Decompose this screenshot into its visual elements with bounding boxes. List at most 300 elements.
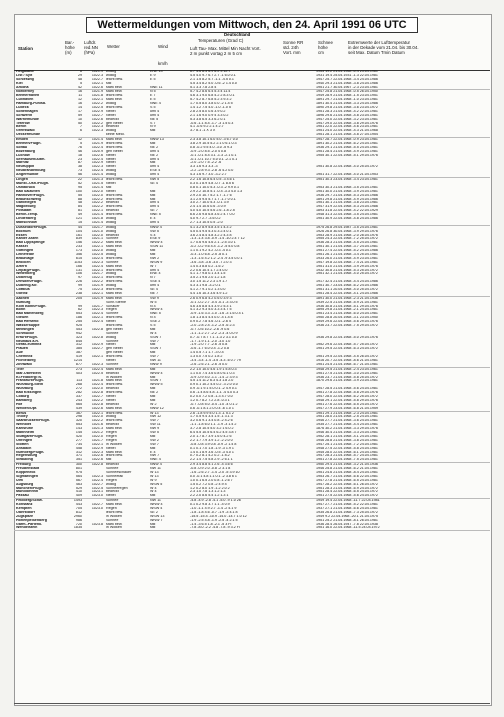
- wind-value: umI 4: [150, 220, 160, 224]
- wind-value: NW 5: [150, 178, 160, 182]
- elevation-value: 1493: [73, 499, 82, 503]
- extremes-value: 1953 30.3 21.04.1968 -3.5 24.04.1981: [316, 185, 378, 189]
- temperature-values: -2.0 -2.0 7.5 -2.2 -6: [190, 161, 222, 165]
- weather-text: Nebel: [106, 165, 116, 169]
- weather-text: leicht bew.: [106, 213, 123, 217]
- pressure-value: 1021.9: [91, 284, 103, 288]
- elevation-value: 156: [75, 241, 82, 245]
- extremes-value: 1926 26.8 30.04.1968 -3.9 29.04.1976: [316, 229, 378, 233]
- temperature-values: -3.4 -3.4 -1.4 -3.5 -4.3 -6 0.7 79: [190, 359, 241, 363]
- temperature-values: 2.2 1.0 10.0 4.6 1.9 1 5.8 0.3: [190, 367, 237, 371]
- temperature-values: 0.7 -0.7 8.7 7.1 -1.3 2 3.1 0.0: [190, 335, 237, 339]
- pressure-value: 1021.3: [91, 178, 103, 182]
- pressure-value: 1022.5: [91, 371, 103, 375]
- temperature-values: -0.1 -0.1 8.4 3.1 -1.3 -2.1 0.1: [190, 153, 237, 157]
- temperature-values: 3.5 2.1 9.6 2.0 1.2 1.8: [190, 276, 226, 280]
- wind-value: E 5: [150, 98, 156, 102]
- extremes-value: 1936 23.7 21.04.1968 -5.8 25.04.1972: [316, 375, 378, 379]
- weather-text: Schnee: [106, 467, 119, 471]
- temperature-values: 2.3 3.8 10.1 6.0 5.0 -3 6.7 0.0: [190, 138, 238, 142]
- weather-text: wolkig: [106, 284, 117, 288]
- elevation-value: 839: [75, 237, 82, 241]
- temperature-values: 2.6 -1.8 9.9 5.0 1.3 -1 5.1 2: [190, 411, 234, 415]
- extremes-value: 1949 29.6 22.04.1968 -5.6 29.04.1976: [316, 320, 378, 324]
- weather-text: wolkig: [106, 129, 117, 133]
- elevation-value: 73: [77, 169, 82, 173]
- wind-value: SSW 11: [150, 245, 164, 249]
- temperature-values: 4.6 3.6 8.8 4.4 3.9 2 5.3 1: [190, 304, 232, 308]
- wind-value: umI 4: [150, 201, 160, 205]
- weather-text: wolkig: [106, 482, 117, 486]
- weather-text: Schnee: [106, 260, 119, 264]
- extremes-value: 1893 31.8 22.04.1968 -4.2 22.04.1929: [316, 209, 378, 213]
- extremes-value: 1946 30.4 21.04.1968 -3.3 24.04.1981: [316, 431, 378, 435]
- weather-text: leicht bew.: [106, 77, 123, 81]
- title-container: [0, 15, 504, 33]
- pressure-value: 1021.7: [91, 438, 103, 442]
- pressure-value: 1022.4: [91, 264, 103, 268]
- elevation-value: 812: [75, 510, 82, 514]
- pressure-value: 1021.4: [91, 213, 103, 217]
- table-row: [14, 173, 490, 177]
- temperature-values: -1.4 -3 6.5 1.8 -2.1 -5 3 Fl: [190, 522, 232, 526]
- station-name: Braunschweig: [16, 197, 41, 201]
- station-group: [14, 499, 490, 531]
- wind-value: SW 7: [150, 339, 159, 343]
- weather-text: bedeckt: [106, 423, 119, 427]
- wind-value: E 5: [150, 77, 156, 81]
- wind-value: WNW 4: [150, 371, 163, 375]
- extremes-value: 1951 24.6 21.04.1968 -8.4 24.04.1981: [316, 470, 378, 474]
- pressure-value: 1022.1: [91, 355, 103, 359]
- station-name: Neubrandenburg: [16, 169, 46, 173]
- elevation-value: 76: [77, 145, 82, 149]
- wind-value: still: [150, 142, 156, 146]
- wind-value: NE 5: [150, 117, 159, 121]
- weather-text: Schauer: [106, 304, 120, 308]
- wind-value: SW 7: [150, 419, 159, 423]
- station-name: Kassel: [16, 245, 28, 249]
- wind-value: W 13: [150, 411, 159, 415]
- weather-text: Regen: [106, 438, 117, 442]
- station-name: Aachen: [16, 296, 30, 300]
- station-name: Kahler Asten: [16, 237, 39, 241]
- temperature-values: 5.3 3.8 6.5 3.3 6.2 0.1: [190, 117, 226, 121]
- weather-text: leicht bew.: [106, 106, 123, 110]
- weather-text: Schnee: [106, 518, 119, 522]
- temperature-values: 1.7 0.5 9.4 3.4 1.5 -1 3.1 3: [190, 415, 233, 419]
- pressure-value: 1022.3: [91, 474, 103, 478]
- temperature-values: -0.7 -0.8 5.0 -0.4 -1.0 -4 0.1 2: [190, 402, 238, 406]
- wind-value: WSW 5: [150, 482, 163, 486]
- station-name: Nürburg: [16, 300, 31, 304]
- station-name: Würzburg: [16, 387, 33, 391]
- pressure-value: 1022.2: [91, 280, 103, 284]
- station-name: Kiel: [16, 81, 23, 85]
- extremes-value: 1951 28.0 21.04.1968 -2.5 24.04.1981: [316, 415, 378, 419]
- pressure-value: 1022.1: [91, 291, 103, 295]
- elevation-value: 56: [77, 173, 82, 177]
- extremes-value: 1948 29.1 22.04.1968 -5.8 29.04.1976: [316, 398, 378, 402]
- station-name: Weinbiet: [16, 423, 32, 427]
- elevation-value: 205: [75, 296, 82, 300]
- elevation-value: 12: [77, 138, 82, 142]
- pressure-value: 1022.0: [91, 189, 103, 193]
- temperature-values: 1.7 0.6 9.6 4.6 2.1 -2.5 3.0 1: [190, 241, 236, 245]
- weather-text: leicht bew.: [106, 510, 123, 514]
- station-name: Kempten: [16, 506, 32, 510]
- extremes-value: 1891 30.0 21.04.1968 -2.3 21.04.1936: [316, 296, 378, 300]
- station-name: Hamburg-Fuhlsb.: [16, 102, 47, 106]
- temperature-values: 0.8 -0.2 9.5 4.0 -3.0 -5 9.3: [190, 145, 233, 149]
- station-name: Lindenberg: [16, 216, 36, 220]
- temperature-values: 2.2 1.6 10.8 6.4 0.5 -3 4.6 1: [190, 178, 235, 182]
- weather-text: leicht bew.: [106, 454, 123, 458]
- weather-text: leicht bew.: [106, 142, 123, 146]
- elevation-value: 553: [75, 312, 82, 316]
- weather-text: Nebel: [106, 359, 116, 363]
- pressure-value: 1022.5: [91, 252, 103, 256]
- wind-value: still: [150, 375, 156, 379]
- pressure-value: 1022.3: [91, 308, 103, 312]
- station-name: Mannheim: [16, 431, 35, 435]
- elevation-value: 16: [77, 102, 82, 106]
- pressure-value: 1022.9: [91, 161, 103, 165]
- wind-value: W 2: [150, 402, 157, 406]
- pressure-value: 1020.9: [91, 149, 103, 153]
- weather-text: wolkig: [106, 249, 117, 253]
- station-name: Bad Hersfeld: [16, 320, 39, 324]
- extremes-value: 1951 27.5 22.04.1968 -5.6 24.04.1972: [316, 494, 378, 498]
- temperature-values: 0.6 -0.1 8.1 2.0 0.4 -6 1.0 1: [190, 406, 234, 410]
- station-group: [14, 70, 490, 90]
- extremes-value: 1950 28.8 20.04.1968 -3.1 23.04.1950: [316, 316, 378, 320]
- wind-value: SE 2: [150, 510, 158, 514]
- pressure-value: 1022.6: [91, 458, 103, 462]
- pressure-value: 1022.6: [91, 406, 103, 410]
- pressure-value: 1022.2: [91, 398, 103, 402]
- wind-value: umI 4: [150, 157, 160, 161]
- elevation-value: 62: [77, 308, 82, 312]
- weather-text: leicht bew.: [106, 411, 123, 415]
- weather-text: Nebel: [106, 398, 116, 402]
- elevation-value: 553: [75, 423, 82, 427]
- pressure-value: 1022.1: [91, 316, 103, 320]
- pressure-value: 1021.4: [91, 185, 103, 189]
- station-name: Garm.-Partenk.: [16, 522, 43, 526]
- temperature-values: 1.2 0.2 8.0 1.9 -1.2 2.0 2: [190, 486, 230, 490]
- temperature-values: 2.6 0.9 6.8 4.2 0.6 0 3.9 3: [190, 296, 232, 300]
- wind-value: still: [150, 343, 156, 347]
- weather-text: Nebel: [106, 181, 116, 185]
- extremes-value: 1951 27.5 21.04.1968 -3.0 24.04.1981: [316, 371, 378, 375]
- weather-text: wolkig: [106, 335, 117, 339]
- pressure-value: 1022.7: [91, 482, 103, 486]
- weather-text: wolkig: [106, 169, 117, 173]
- elevation-value: 419: [75, 355, 82, 359]
- wind-value: NW 2: [150, 256, 160, 260]
- wind-value: W 4: [150, 486, 157, 490]
- station-name: Essen: [16, 233, 27, 237]
- extremes-value: 1951 25.2 21.04.1968 -8.1 26.04.1981: [316, 518, 378, 522]
- weather-text: bedeckt: [106, 201, 119, 205]
- temperature-values: 1.1 0.1 9.2 4.2 -0.3 -4 0.1: [190, 249, 231, 253]
- extremes-value: 1951 16.0 22.04.1968 -11.5 24.04.1972: [316, 526, 380, 530]
- extremes-value: 1945 28.0 22.04.1968 -6.1 24.04.1981: [316, 450, 378, 454]
- station-name: Cuxhaven: [16, 98, 34, 102]
- pressure-value: 1022.2: [91, 201, 103, 205]
- pressure-value: 1022.4: [91, 478, 103, 482]
- elevation-value: 439: [75, 406, 82, 410]
- weather-text: bedeckt: [106, 371, 119, 375]
- temperature-values: 2.2 1.4 7.5 5.8 2.9 -2 6.1 1: [190, 458, 233, 462]
- temperature-values: -7.8 -8.0 -2.2 -4.8 -7.8 -9 3.2 Fl: [190, 526, 240, 530]
- station-group: [14, 297, 490, 368]
- pressure-value: 1022.7: [91, 395, 103, 399]
- temperature-values: 5.1 3.3 7.8 2.8 4: [190, 85, 217, 89]
- elevation-value: 48: [77, 201, 82, 205]
- bottom-rule: [14, 703, 490, 704]
- wind-value: NE 7: [150, 291, 159, 295]
- station-name: Dresden/Flugh.: [16, 280, 43, 284]
- temperature-values: 4.5 4.0 9.7 6.7 2.7 -1 6.0 0.1: [190, 73, 236, 77]
- weather-text: leicht bew.: [106, 193, 123, 197]
- weather-text: wolkig: [106, 220, 117, 224]
- weather-text: geh Nebel: [106, 121, 123, 125]
- temperature-values: 0.2 0.0 7.2 0.8 -1.3 4.7 0.0: [190, 395, 233, 399]
- station-group: [14, 138, 490, 178]
- station-name: Sigmaringen: [16, 474, 39, 478]
- extremes-value: 1935 26.8 21.04.1968 -7.3 25.04.1972: [316, 510, 378, 514]
- temperature-values: 3.6 2.4 8.4 4.8 3.2 2 4.3 8: [190, 233, 232, 237]
- pressure-value: 1022.8: [91, 463, 103, 467]
- temperature-values: 6.4 5.5 10.5 6.4 6.2 4.5 3.8 7: [190, 431, 237, 435]
- weather-text: Regen: [106, 478, 117, 482]
- weather-text: leicht bew.: [106, 419, 123, 423]
- pressure-value: 1022.7: [91, 77, 103, 81]
- station-name: Warnemünde: [16, 117, 39, 121]
- station-name: Kl.Feldberg/Ts.: [16, 375, 43, 379]
- weather-text: geh Nebel: [106, 149, 123, 153]
- extremes-value: 1951 30.8 22.04.1968 -4.0 25.04.1972: [316, 165, 378, 169]
- station-name: Lingen: [16, 178, 28, 182]
- wind-value: E 9: [150, 73, 156, 77]
- wind-value: umI 4: [150, 165, 160, 169]
- elevation-value: 463: [75, 482, 82, 486]
- extremes-value: 1931 19.4 25.04.1931 -1.3 22.04.1981: [316, 73, 378, 77]
- weather-text: Nebel: [106, 494, 116, 498]
- extremes-value: 1946 27.7 21.04.1968 -3.6 24.04.1981: [316, 419, 378, 423]
- temperature-values: 4.1 3.2 9.3 5.0 3.3 3 4.7 5: [190, 308, 232, 312]
- pressure-value: 1022.3: [91, 73, 103, 77]
- pressure-value: 1022.0: [91, 415, 103, 419]
- elevation-value: 272: [75, 387, 82, 391]
- pressure-value: 1022.2: [91, 121, 103, 125]
- elevation-value: 942: [75, 331, 82, 335]
- elevation-value: 49: [77, 213, 82, 217]
- weather-text: Nebel: [106, 153, 116, 157]
- temperature-values: 2.7 1.3 10.5 0.5 -2.0: [190, 220, 223, 224]
- station-name: Saarbrücken/Flugh.: [16, 419, 50, 423]
- weather-text: wolkig: [106, 73, 117, 77]
- pressure-value: 1022.6: [91, 454, 103, 458]
- temperature-values: 3.2 0.6 9.1 3.4 0.8 -2 4.2 6: [190, 419, 233, 423]
- wind-value: WNW 4: [150, 308, 163, 312]
- extremes-value: 1936 23.7 22.04.1968 -7.5 29.04.1972: [316, 324, 378, 327]
- wind-value: still: [150, 494, 156, 498]
- weather-text: stark bew.: [106, 503, 123, 507]
- elevation-value: 282: [75, 391, 82, 395]
- station-name: Dubenig.Kir.: [16, 284, 38, 288]
- temperature-values: 1.5 0.2 7.2 0.8 -2 4.9 4: [190, 482, 227, 486]
- station-name: Bonn: [16, 308, 26, 312]
- station-name: Klippeneck: [16, 470, 36, 474]
- extremes-value: 1947 28.7 22.04.1968 -0.9 23.04.1981: [316, 138, 378, 142]
- elevation-value: 106: [75, 272, 82, 276]
- temperature-values: -0.1 -0.2 2.7 -0.4 -0.1 -3 3.0 5: [190, 300, 238, 304]
- temperature-values: 4.6 3.1 9.0 6.8 4.2 2 8.3 0.1: [190, 94, 235, 98]
- weather-text: still: [106, 185, 112, 189]
- extremes-value: 1937 27.1 21.04.1968 -6.6 24.04.1981: [316, 506, 378, 510]
- elevation-value: 145: [75, 431, 82, 435]
- wind-value: NNE 4: [150, 458, 161, 462]
- elevation-value: 16: [77, 90, 82, 94]
- station-name: Leinefelde: [16, 252, 35, 256]
- weather-text: leicht bew.: [106, 383, 123, 387]
- temperature-values: 1.4 0.3 8.8 0.2 -1.6 2: [190, 264, 224, 268]
- temperature-values: 1.8 1.3 8.4 4.4 0.0 -4 1.4 8: [190, 316, 233, 320]
- temperature-values: 0.9 0.1 10.2 4.5 0.2 -3 2.0 0.0: [190, 383, 238, 387]
- weather-text: bedeckt: [106, 463, 119, 467]
- extremes-value: 1951 28.4 22.04.1968 -6.5 24.04.1972: [316, 490, 378, 494]
- table-row: [14, 86, 490, 90]
- wind-value: NNE 4: [150, 102, 161, 106]
- station-name: Bad Marienberg: [16, 312, 44, 316]
- weather-text: wolkig: [106, 415, 117, 419]
- wind-value: N 4: [150, 316, 156, 320]
- elevation-value: 166: [75, 264, 82, 268]
- weather-text: Schn.Sterne: [106, 300, 127, 304]
- extremes-value: 1951 27.8 22.04.1968 -5.8 29.04.1976: [316, 391, 378, 395]
- wind-value: S 7: [150, 121, 156, 125]
- extremes-value: 1876 30.2 21.04.1968 -3.3 29.04.1976: [316, 427, 378, 431]
- elevation-value: 312: [75, 343, 82, 347]
- temperature-values: -1.7 -1.9 1.1 -2.0 -3.0 1.0: [190, 339, 231, 343]
- pressure-value: 1022.4: [91, 383, 103, 387]
- extremes-value: 1946 25.8 21.04.1968 -6.2 21.04.1981: [316, 467, 378, 471]
- weather-text: wolkig: [106, 272, 117, 276]
- elevation-value: 23: [77, 157, 82, 161]
- station-name: Schleswig: [16, 77, 34, 81]
- wind-value: WNW 4: [150, 241, 163, 245]
- weather-text: stark bew.: [106, 427, 123, 431]
- pressure-value: 1022.1: [91, 276, 103, 280]
- extremes-value: 1949 19.4 22.04.1968 -11.7 22.04.1981: [316, 499, 380, 503]
- temperature-values: 2.9 3.4 8.8 5.1 2.6 -4 3.6 6: [190, 463, 233, 467]
- temperature-values: 3.3 1.6 9.3 3.3 -3: [190, 165, 218, 169]
- elevation-value: 44: [77, 225, 82, 229]
- temperature-values: -15.5 -15.4 -10.9 -14.0 -14.7 1.0 12: [190, 514, 247, 518]
- pressure-value: 1022.4: [91, 320, 103, 324]
- weather-text: leicht bew.: [106, 324, 123, 327]
- temperature-values: 0.9 -0.1 9.1 5.0 0.1 -2 4.9 0.1: [190, 387, 237, 391]
- weather-text: wolkig: [106, 225, 117, 229]
- wind-value: still: [150, 129, 156, 133]
- elevation-value: 371: [75, 454, 82, 458]
- station-name: Hannover/Flugh.: [16, 193, 45, 197]
- extremes-value: 1947 27.7 21.04.1968 -5.2 22.04.1981: [316, 503, 378, 507]
- elevation-value: 565: [75, 402, 82, 406]
- weather-text: bedeckt: [106, 402, 119, 406]
- wind-value: umI 4: [150, 109, 160, 113]
- temperature-values: -1.1 -1.8 6.0 1.1 -1.9 -3 1.4 2: [190, 423, 237, 427]
- weather-text: in Wolken: [106, 375, 122, 379]
- pressure-value: 1022.2: [91, 102, 103, 106]
- pressure-value: 1022.2: [91, 205, 103, 209]
- elevation-value: 143: [75, 427, 82, 431]
- elevation-value: 277: [75, 438, 82, 442]
- wind-value: S 5: [150, 324, 156, 327]
- temperature-values: -0.1 -0.1 10.7 5.0 0.1 -2.1 0.1: [190, 157, 238, 161]
- wind-value: W 9: [150, 478, 157, 482]
- station-name: Bremerhaven: [16, 94, 40, 98]
- wind-value: W 13: [150, 470, 159, 474]
- elevation-value: 387: [75, 351, 82, 355]
- extremes-value: 1947 25.1 21.04.1968 -7.2 24.04.1981: [316, 442, 378, 446]
- wind-value: SSW 7: [150, 335, 162, 339]
- station-name: Fichtelberg: [16, 359, 36, 363]
- extremes-value: 1951 28.4 22.04.1968 -4.1 24.04.1986: [316, 291, 378, 295]
- station-group: [14, 226, 490, 297]
- weather-text: leicht bew.: [106, 276, 123, 280]
- temperature-values: 4.5 1.4 11.2 6.3 4.3 1.8 2.0: [190, 379, 234, 383]
- station-name: Artern: [16, 264, 27, 268]
- extremes-header: Extremwerte der Lufttemperatur in der Dekade vom 21.04. bis 30.04. seit Max. Datum Tmin Datum: [348, 40, 419, 55]
- elevation-value: 734: [75, 442, 82, 446]
- station-name: Berlin: [16, 125, 27, 129]
- wind-value: umI 4: [150, 113, 160, 117]
- wind-value: NE 2: [150, 153, 159, 157]
- pressure-header: Luftdr. red.NN (hPa): [84, 40, 98, 55]
- station-name: Oberstdorf: [16, 510, 35, 514]
- elevation-value: 84: [77, 205, 82, 209]
- weather-text: leicht bew.: [106, 205, 123, 209]
- pressure-value: 1021.5: [91, 181, 103, 185]
- pressure-value: 1022.1: [91, 245, 103, 249]
- extremes-value: 1951 31.7 22.04.1968 -4.0 21.04.1953: [316, 173, 378, 177]
- temperature-values: -0.8 -0.9 2.0 -0.8 -2 3.1 8: [190, 467, 231, 471]
- station-name: Norderney: [16, 90, 35, 94]
- pressure-value: 1021.9: [91, 70, 103, 73]
- elevation-value: 443: [75, 503, 82, 507]
- wind-value: NNE 11: [150, 85, 163, 89]
- elevation-value: 97: [77, 276, 82, 280]
- weather-text: wolkig: [106, 216, 117, 220]
- pressure-value: 1022.3: [91, 450, 103, 454]
- station-name: Cottbus: [16, 287, 30, 291]
- elevation-value: 5: [79, 81, 82, 85]
- wind-value: umI 4: [150, 268, 160, 272]
- pressure-value: 1022.4: [91, 312, 103, 316]
- table-row: [14, 526, 490, 530]
- station-name: Soltau: [16, 145, 28, 149]
- extremes-value: 1951 31.0 21.04.1968 -3.9 29.04.1976: [316, 264, 378, 268]
- weather-text: stark bew.: [106, 450, 123, 454]
- elevation-value: 367: [75, 411, 82, 415]
- pressure-value: 1022.9: [91, 446, 103, 450]
- temperature-values: 4.3 1.6 9.7 3.0 -3.2 2.7: [190, 173, 227, 177]
- extremes-value: 1947 27.8 21.04.1968 -6.5 24.04.1981: [316, 478, 378, 482]
